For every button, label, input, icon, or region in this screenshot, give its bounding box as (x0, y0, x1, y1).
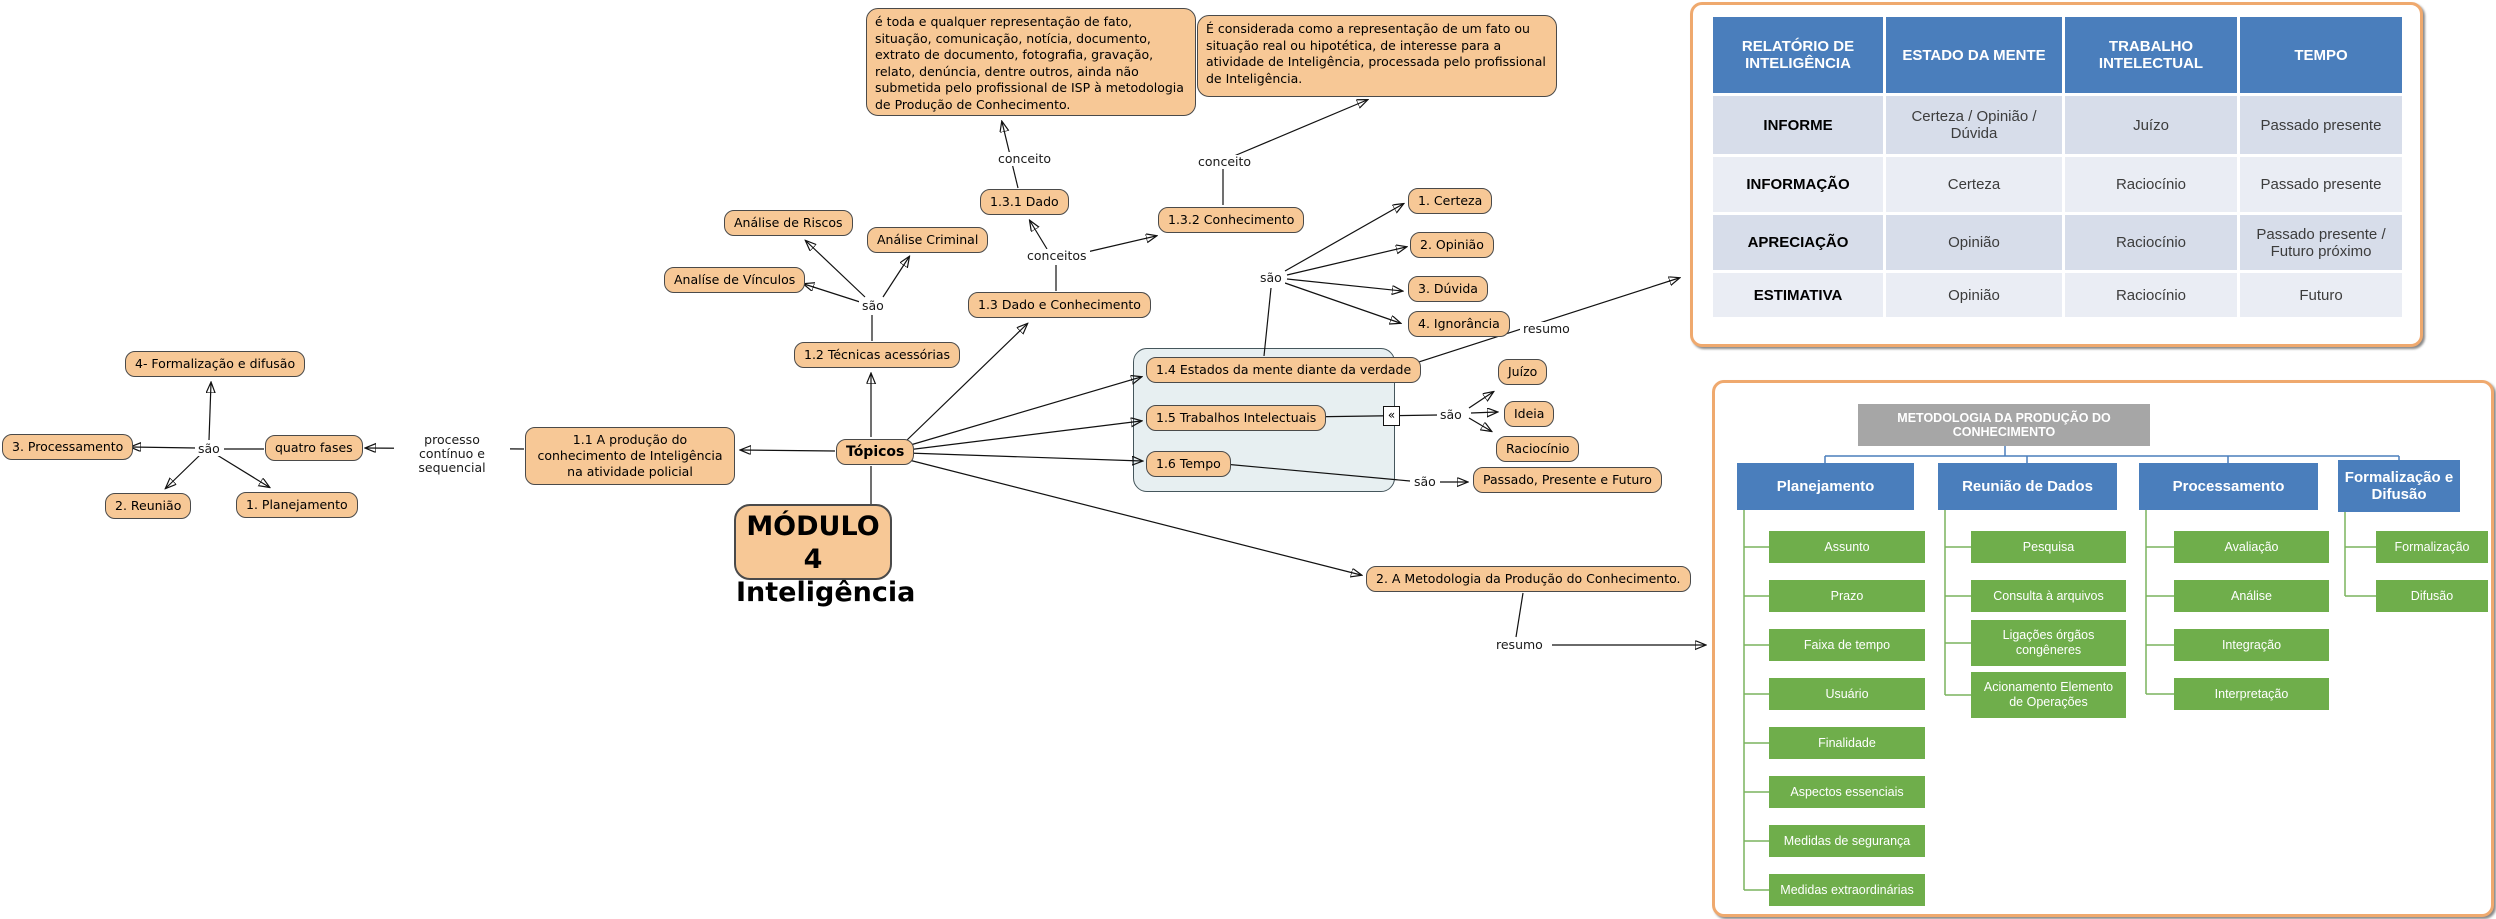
orgchart-header-reuniao: Reunião de Dados (1938, 463, 2117, 510)
orgchart-item: Ligações órgãos congêneres (1971, 620, 2126, 666)
orgchart-item: Formalização (2376, 531, 2488, 563)
link-label-resumo-metodologia[interactable]: resumo (1493, 638, 1546, 652)
node-fase1-planejamento[interactable]: 1. Planejamento (236, 492, 358, 518)
node-modulo-4[interactable] (734, 504, 916, 608)
table-cell: INFORME (1713, 96, 1883, 154)
table-header-trabalho: TRABALHO INTELECTUAL (2065, 17, 2237, 93)
node-tecnicas-acessorias[interactable]: 1.2 Técnicas acessórias (794, 342, 960, 368)
link-label-sao-trabalhos[interactable]: são (1437, 408, 1465, 422)
node-analise-riscos[interactable]: Análise de Riscos (724, 210, 853, 236)
link-label-sao-tecnicas[interactable]: são (859, 299, 887, 313)
table-cell: Raciocínio (2065, 157, 2237, 212)
orgchart-item: Difusão (2376, 580, 2488, 612)
table-cell: Passado presente (2240, 157, 2402, 212)
node-quatro-fases[interactable]: quatro fases (265, 435, 363, 461)
definition-dado-node[interactable]: é toda e qualquer representação de fato, situação, comunicação, notícia, documento, extrato de documento, fotografia, gravação, relato, denúncia, dentre outros, ainda não submetida pelo profissional de ISP à metodologia de Produção de Conhecimento. (866, 8, 1196, 116)
table-cell: Certeza (1886, 157, 2062, 212)
orgchart-item: Faixa de tempo (1769, 629, 1925, 661)
orgchart-item: Medidas de segurança (1769, 825, 1925, 857)
table-row (1713, 157, 2402, 212)
link-label-resumo-estados[interactable]: resumo (1520, 322, 1573, 336)
orgchart-item: Interpretação (2174, 678, 2329, 710)
table-cell: Opinião (1886, 273, 2062, 317)
orgchart-item: Acionamento Elemento de Operações (1971, 672, 2126, 718)
link-label-sao-tempo[interactable]: são (1411, 475, 1439, 489)
table-cell: ESTIMATIVA (1713, 273, 1883, 317)
node-analise-vinculos[interactable]: Analíse de Vínculos (664, 267, 805, 293)
node-topicos[interactable]: Tópicos (836, 439, 914, 465)
orgchart-header-processamento: Processamento (2139, 463, 2318, 510)
report-table (1710, 14, 2405, 320)
orgchart-item: Avaliação (2174, 531, 2329, 563)
node-trabalhos-intelectuais[interactable]: 1.5 Trabalhos Intelectuais (1146, 405, 1326, 431)
table-cell: Certeza / Opinião / Dúvida (1886, 96, 2062, 154)
node-juizo[interactable]: Juízo (1498, 359, 1547, 385)
module-title-line1: MÓDULO 4 (746, 511, 880, 575)
table-row (1713, 96, 2402, 154)
link-label-conceitos[interactable]: conceitos (1024, 249, 1090, 263)
module-title-line2: Inteligência (736, 577, 916, 608)
table-cell: Passado presente / Futuro próximo (2240, 215, 2402, 270)
link-label-conceito-dado[interactable]: conceito (995, 152, 1054, 166)
node-conhecimento[interactable]: 1.3.2 Conhecimento (1158, 207, 1304, 233)
link-label-sao-fases[interactable]: são (195, 442, 223, 456)
table-header-estado: ESTADO DA MENTE (1886, 17, 2062, 93)
table-cell: Raciocínio (2065, 215, 2237, 270)
orgchart-title: METODOLOGIA DA PRODUÇÃO DO CONHECIMENTO (1858, 404, 2150, 446)
orgchart-item: Consulta à arquivos (1971, 580, 2126, 612)
node-producao-conhecimento[interactable]: 1.1 A produção do conhecimento de Inteligência na atividade policial (525, 427, 735, 485)
table-cell: Futuro (2240, 273, 2402, 317)
table-cell: Juízo (2065, 96, 2237, 154)
node-fase2-reuniao[interactable]: 2. Reunião (105, 493, 191, 519)
table-cell: Opinião (1886, 215, 2062, 270)
node-passado-presente-futuro[interactable]: Passado, Presente e Futuro (1473, 467, 1662, 493)
node-fase3-processamento[interactable]: 3. Processamento (2, 434, 133, 460)
table-cell: Raciocínio (2065, 273, 2237, 317)
orgchart-item: Aspectos essenciais (1769, 776, 1925, 808)
table-row (1713, 215, 2402, 270)
orgchart-item: Assunto (1769, 531, 1925, 563)
link-label-conceito-conhecimento[interactable]: conceito (1195, 155, 1254, 169)
orgchart-header-planejamento: Planejamento (1737, 463, 1914, 510)
node-dado-e-conhecimento[interactable]: 1.3 Dado e Conhecimento (968, 292, 1151, 318)
orgchart-item: Usuário (1769, 678, 1925, 710)
table-header-tempo: TEMPO (2240, 17, 2402, 93)
node-dado[interactable]: 1.3.1 Dado (980, 189, 1069, 215)
node-metodologia[interactable]: 2. A Metodologia da Produção do Conhecimento. (1366, 566, 1691, 592)
table-header-relatorio: RELATÓRIO DE INTELIGÊNCIA (1713, 17, 1883, 93)
orgchart-item: Medidas extraordinárias (1769, 874, 1925, 906)
orgchart-item: Prazo (1769, 580, 1925, 612)
node-raciocinio[interactable]: Raciocínio (1496, 436, 1579, 462)
orgchart-item: Pesquisa (1971, 531, 2126, 563)
node-certeza[interactable]: 1. Certeza (1408, 188, 1492, 214)
node-duvida[interactable]: 3. Dúvida (1408, 276, 1488, 302)
node-tempo[interactable]: 1.6 Tempo (1146, 451, 1231, 477)
node-ideia[interactable]: Ideia (1504, 401, 1554, 427)
definition-conhecimento-node[interactable]: É considerada como a representação de um fato ou situação real ou hipotética, de interesse para a atividade de Inteligência, processada pelo profissional de Inteligência. (1197, 15, 1557, 97)
link-label-sao-estados[interactable]: são (1257, 271, 1285, 285)
node-analise-criminal[interactable]: Análise Criminal (867, 227, 988, 253)
orgchart-header-formalizacao: Formalização e Difusão (2338, 460, 2460, 512)
node-opiniao[interactable]: 2. Opinião (1410, 232, 1494, 258)
orgchart-item: Análise (2174, 580, 2329, 612)
node-fase4-formalizacao[interactable]: 4- Formalização e difusão (125, 351, 305, 377)
table-cell: APRECIAÇÃO (1713, 215, 1883, 270)
link-label-processo-continuo[interactable]: processo contínuo e sequencial (394, 433, 510, 475)
orgchart-top-connectors (1825, 446, 2399, 464)
map-links (131, 100, 1705, 645)
node-estados-da-mente[interactable]: 1.4 Estados da mente diante da verdade (1146, 357, 1421, 383)
node-ignorancia[interactable]: 4. Ignorância (1408, 311, 1510, 337)
table-row (1713, 273, 2402, 317)
orgchart-item: Integração (2174, 629, 2329, 661)
table-cell: Passado presente (2240, 96, 2402, 154)
orgchart-item: Finalidade (1769, 727, 1925, 759)
collapse-indicator[interactable]: « (1383, 406, 1400, 426)
table-cell: INFORMAÇÃO (1713, 157, 1883, 212)
